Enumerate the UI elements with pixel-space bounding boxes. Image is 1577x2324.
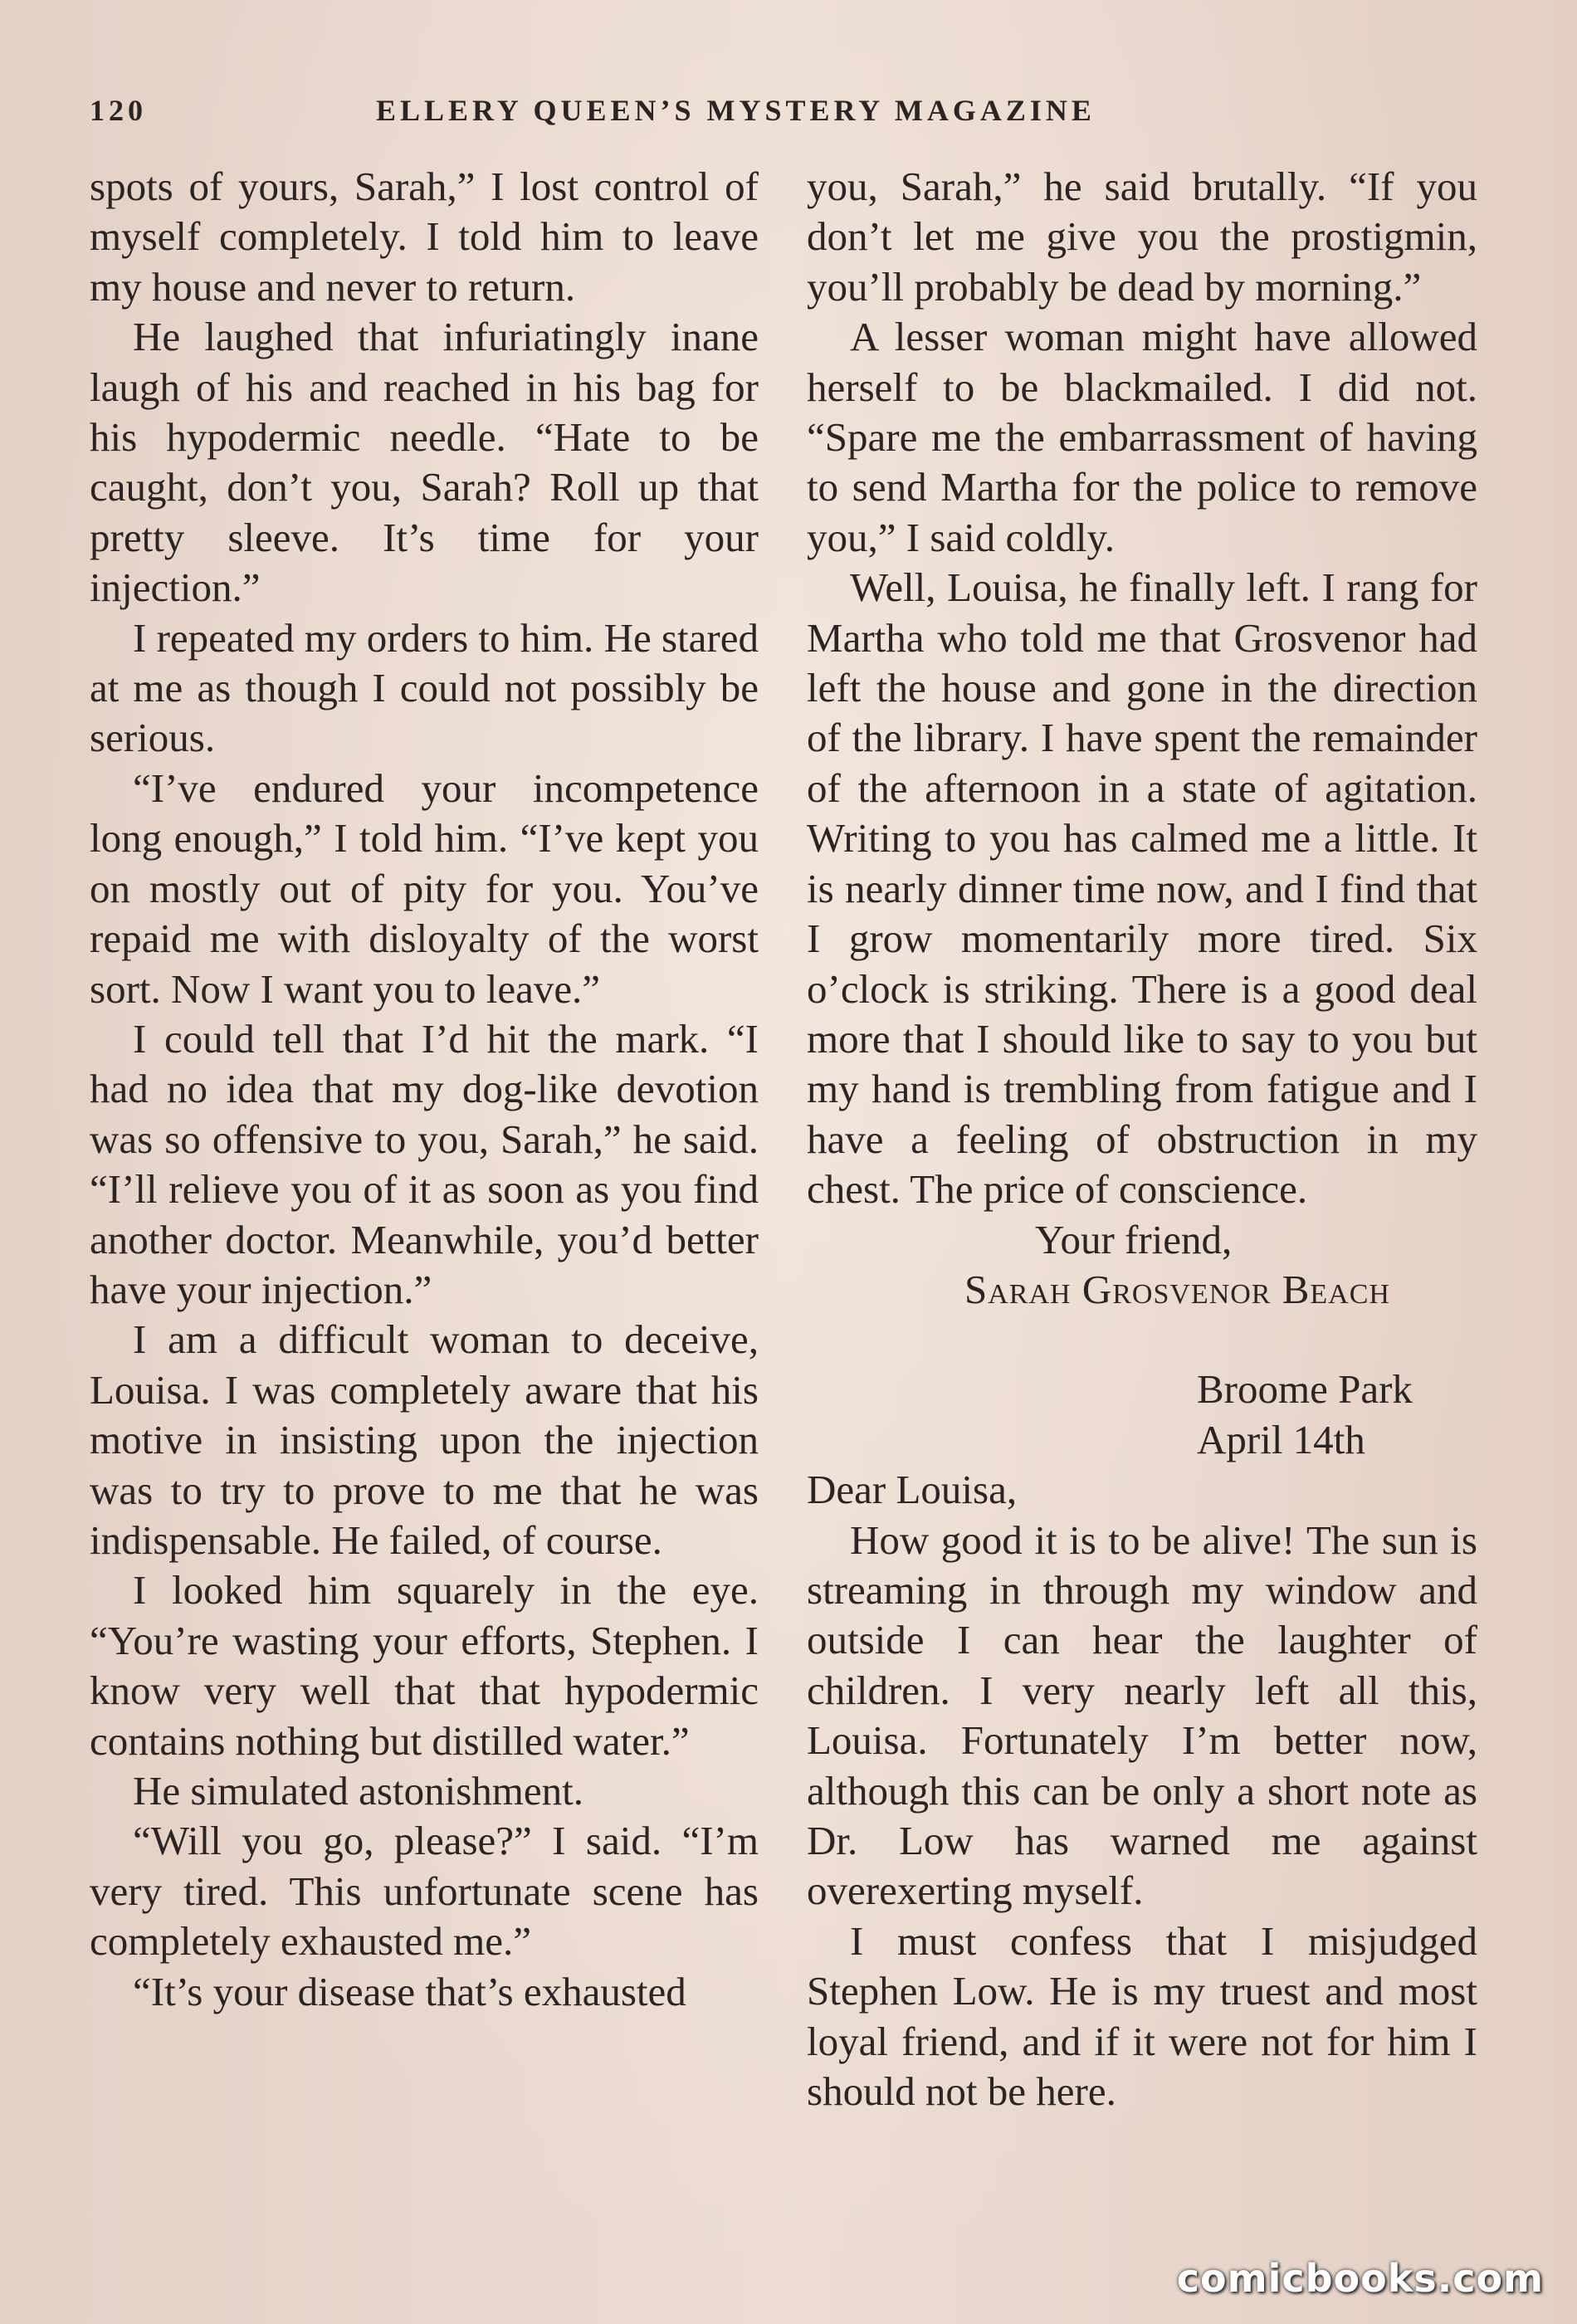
paragraph: “It’s your disease that’s exhausted <box>133 1968 686 2014</box>
paragraph: I repeated my orders to him. He stared at me as though I could not possibly be serious. <box>90 614 759 761</box>
paragraph: I could tell that I’d hit the mark. “I had no idea that my dog-like devotion was so offensive to you, Sarah,” he said. “I’ll relieve you of it as soon as you find another doctor. Meanwhile, you’d better have your injection.” <box>90 1015 759 1312</box>
paragraph: I looked him squarely in the eye. “You’re wasting your efforts, Stephen. I know very well that that hypodermic contains nothing but distilled water.” <box>90 1567 759 1764</box>
paragraph: I am a difficult woman to deceive, Louisa. I was completely aware that his motive in insisting upon the injection was to try to prove to me that he was indispensable. He failed, of course. <box>90 1316 759 1563</box>
left-column <box>90 162 759 2017</box>
letter-signature: Sarah Grosvenor Beach <box>964 1266 1390 1312</box>
right-column <box>807 162 1477 2116</box>
letter-signoff: Your friend, <box>1035 1216 1233 1262</box>
paragraph: “Will you go, please?” I said. “I’m very tired. This unfortunate scene has completely exhausted me.” <box>90 1818 759 1965</box>
dateline-place: Broome Park <box>1197 1366 1413 1413</box>
watermark-logo: comicbooks.com <box>1176 2256 1544 2301</box>
page-number: 120 <box>90 94 147 127</box>
paragraph: you, Sarah,” he said brutally. “If you don’t let me give you the prostigmin, you’ll probably be dead by morning.” <box>807 164 1477 310</box>
letter-salutation: Dear Louisa, <box>807 1467 1018 1513</box>
paragraph: spots of yours, Sarah,” I lost control of myself completely. I told him to leave my house and never to return. <box>90 164 759 310</box>
paragraph: A lesser woman might have allowed herself to be blackmailed. I did not. “Spare me the embarrassment of having to send Martha for the police to remove you,” I said coldly. <box>807 314 1477 560</box>
running-title: ELLERY QUEEN’S MYSTERY MAGAZINE <box>376 94 1096 127</box>
spacer <box>807 1315 1477 1365</box>
paragraph: He laughed that infuriatingly inane laugh of his and reached in his bag for his hypodermic needle. “Hate to be caught, don’t you, Sarah? Roll up that pretty sleeve. It’s time for your injection.” <box>90 314 759 611</box>
paragraph: “I’ve endured your incompetence long enough,” I told him. “I’ve kept you on mostly out of pity for you. You’ve repaid me with disloyalty of the worst sort. Now I want you to leave.” <box>90 764 759 1012</box>
paragraph: I must confess that I misjudged Stephen Low. He is my truest and most loyal friend, and if it were not for him I should not be here. <box>807 1917 1477 2115</box>
paragraph: Well, Louisa, he finally left. I rang for Martha who told me that Grosvenor had left the house and gone in the direction of the library. I have spent the remainder of the afternoon in a state of agitation. Writing to you has calmed me a little. It is nearly dinner time now, and I find that I grow momentarily more tired. Six o’clock is striking. There is a good deal more that I should like to say to you but my hand is trembling from fatigue and I have a feeling of obstruction in my chest. The price of conscience. <box>807 564 1477 1213</box>
paragraph: He simulated astonishment. <box>133 1768 583 1814</box>
dateline-date: April 14th <box>1197 1416 1365 1462</box>
page-header <box>90 93 1202 143</box>
paragraph: How good it is to be alive! The sun is streaming in through my window and outside I can hear the laughter of children. I very nearly left all this, Louisa. Fortunately I’m better now, although this can be only a short note as Dr. Low has warned me against overexerting myself. <box>807 1516 1477 1914</box>
